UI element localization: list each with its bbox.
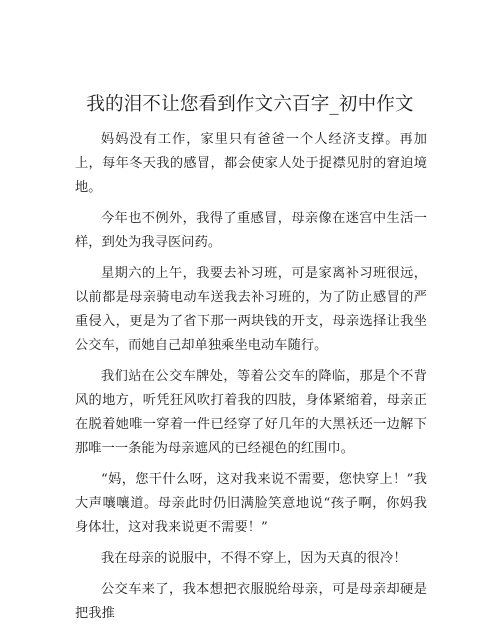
paragraph: 公交车来了，我本想把衣服脱给母亲，可是母亲却硬是把我推 — [75, 582, 427, 621]
paragraph: 今年也不例外，我得了重感冒，母亲像在迷宫中生活一样，到处为我寻医问药。 — [75, 211, 427, 250]
paragraph: 星期六的上午，我要去补习班，可是家离补习班很远，以前都是母亲骑电动车送我去补习班的，为了防止感冒的严重侵入，更是为了省下那一两块钱的开支，母亲选择让我坐公交车，而她自己却单独乘坐电动车随行。 — [75, 266, 427, 353]
document-title: 我的泪不让您看到作文六百字_初中作文 — [86, 94, 414, 115]
paragraph: 妈妈没有工作，家里只有爸爸一个人经济支撑。再加上，每年冬天我的感冒，都会使家人处于捉襟见肘的窘迫境地。 — [75, 132, 427, 195]
paragraph: 我在母亲的说服中，不得不穿上，因为天真的很冷！ — [101, 551, 407, 566]
document-body — [75, 128, 427, 633]
paragraph: “妈，您干什么呀，这对我来说不需要，您快穿上！”我大声嚷嚷道。母亲此时仍旧满脸笑意地说“孩子啊，你妈我身体壮，这对我来说更不需要！” — [75, 472, 427, 535]
paragraph: 我们站在公交车牌处，等着公交车的降临，那是个不背风的地方，听凭狂风吹打着我的四肢，身体紧缩着，母亲正在脱着她唯一穿着一件已经穿了好几年的大黑袄还一边解下那唯一一条能为母亲遮风的已经褪色的红围巾。 — [75, 369, 427, 456]
